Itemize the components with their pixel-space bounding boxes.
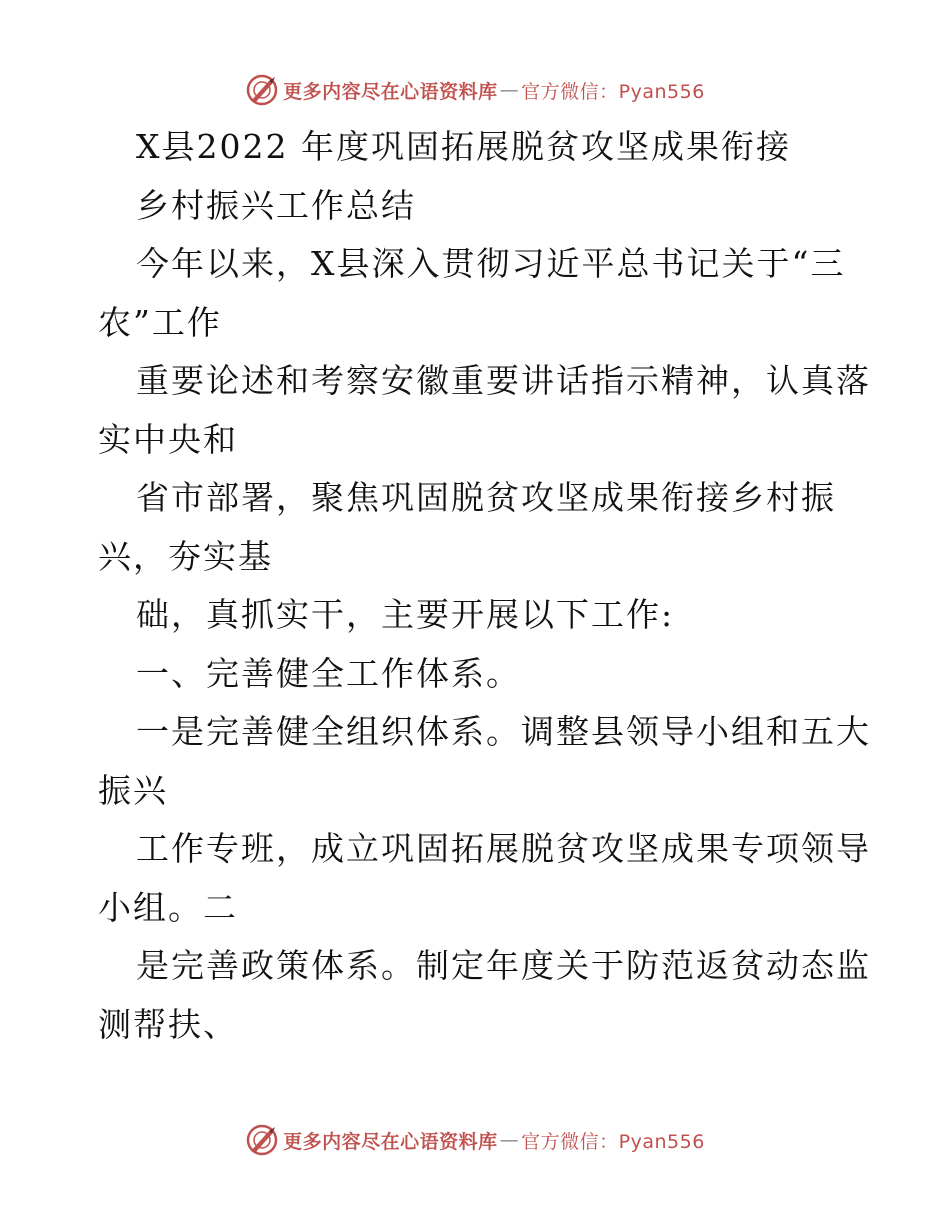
watermark-contact: 官方微信：Pyan556 [521, 80, 705, 103]
watermark-header [0, 70, 950, 110]
watermark-footer [0, 1120, 950, 1160]
document-body [98, 118, 871, 1054]
watermark-brand: 更多内容尽在心语资料库 [283, 1130, 498, 1153]
watermark-dash: — [499, 79, 520, 101]
text-line: 础，真抓实干，主要开展以下工作: [136, 595, 675, 634]
text-line: 是完善政策体系。制定年度关于防范返贫动态监 [136, 946, 871, 985]
text-line: X县2022 年度巩固拓展脱贫攻坚成果衔接 [136, 127, 791, 166]
quill-logo-icon [245, 1123, 279, 1157]
text-line: 农”工作 [98, 302, 222, 342]
watermark-dash: — [499, 1129, 520, 1151]
text-line: 振兴 [98, 770, 168, 810]
text-line: 今年以来，X县深入贯彻习近平总书记关于“三 [136, 244, 846, 283]
watermark-brand: 更多内容尽在心语资料库 [283, 80, 498, 103]
text-line: 省市部署，聚焦巩固脱贫攻坚成果衔接乡村振 [136, 478, 836, 517]
text-line: 小组。二 [98, 887, 238, 927]
quill-logo-icon [245, 73, 279, 107]
text-line: 一是完善健全组织体系。调整县领导小组和五大 [136, 712, 871, 751]
text-line: 重要论述和考察安徽重要讲话指示精神，认真落 [136, 361, 871, 400]
text-line: 实中央和 [98, 419, 238, 459]
text-line: 兴，夯实基 [98, 536, 273, 576]
text-line: 乡村振兴工作总结 [136, 185, 416, 225]
text-line: 工作专班，成立巩固拓展脱贫攻坚成果专项领导 [136, 829, 871, 868]
watermark-contact: 官方微信：Pyan556 [521, 1130, 705, 1153]
text-line: 一、完善健全工作体系。 [136, 653, 521, 693]
text-line: 测帮扶、 [98, 1004, 238, 1044]
